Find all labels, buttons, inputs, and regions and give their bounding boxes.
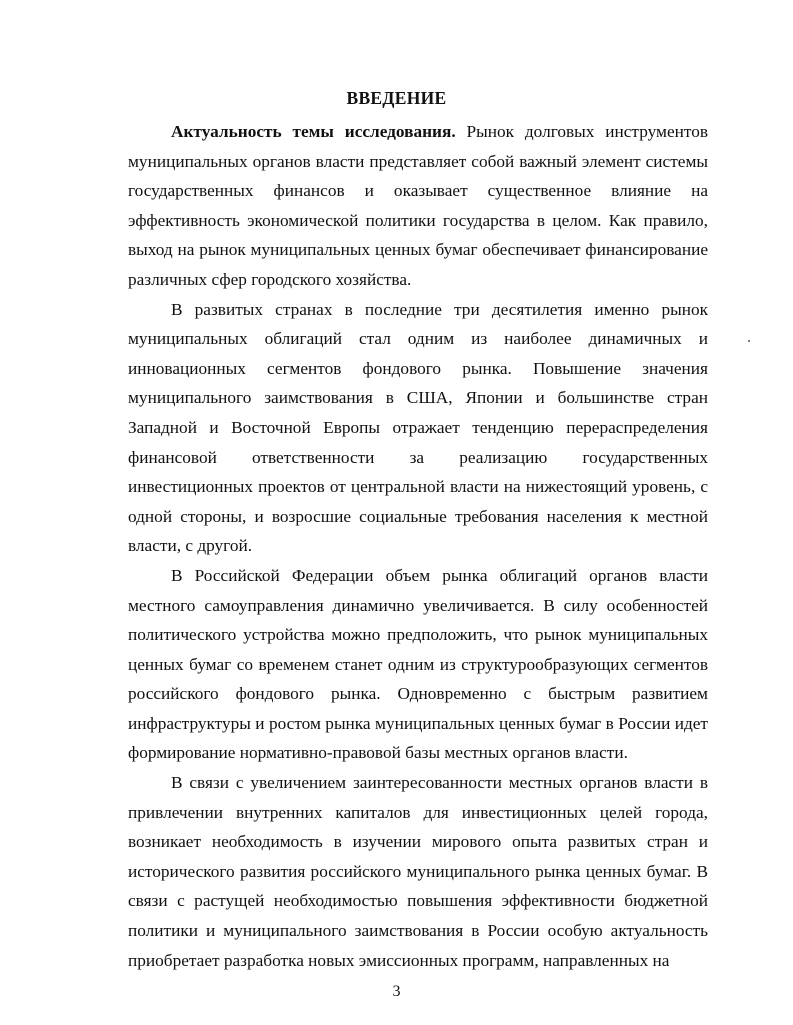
paragraph-relevance — [128, 117, 708, 295]
paragraph-lead: Актуальность темы исследования. — [171, 122, 456, 141]
scan-speck — [748, 340, 750, 342]
paragraph-local-authorities — [128, 768, 708, 975]
paragraph-text: В связи с увеличением заинтересованности местных органов власти в привлечении внутренних капиталов для инвестиционных целей города, возникает необходимость в изучении мирового опыта развитых стран и исторического развития российского муниципального рынка ценных бумаг. В связи с растущей необходимостью повышения эффективности бюджетной политики и муниципального заимствования в России особую актуальность приобретает разработка новых эмиссионных программ, направленных на — [128, 773, 708, 970]
paragraph-russian-federation — [128, 561, 708, 768]
page-number: 3 — [392, 983, 401, 1000]
body-text — [128, 117, 708, 975]
page-title: ВВЕДЕНИЕ — [346, 88, 447, 108]
paragraph-text: В развитых странах в последние три десятилетия именно рынок муниципальных облигаций стал одним из наиболее динамичных и инновационных сегментов фондового рынка. Повышение значения муниципального заимствования в США, Японии и большинстве стран Западной и Восточной Европы отражает тенденцию перераспределения финансовой ответственности за реализацию государственных инвестиционных проектов от центральной власти на нижестоящий уровень, с одной стороны, и возросшие социальные требования населения к местной власти, с другой. — [128, 299, 708, 556]
paragraph-text: В Российской Федерации объем рынка облигаций органов власти местного самоуправления динамично увеличивается. В силу особенностей политического устройства можно предположить, что рынок муниципальных ценных бумаг со временем станет одним из структурообразующих сегментов российского фондового рынка. Одновременно с быстрым развитием инфраструктуры и ростом рынка муниципальных ценных бумаг в России идет формирование нормативно-правовой базы местных органов власти. — [128, 565, 708, 763]
paragraph-developed-countries — [128, 295, 708, 561]
paragraph-text: Рынок долговых инструментов муниципальных органов власти представляет собой важный элемент системы государственных финансов и оказывает существенное влияние на эффективность экономической политики государства в целом. Как правило, выход на рынок муниципальных ценных бумаг обеспечивает финансирование различных сфер городского хозяйства. — [128, 122, 708, 289]
